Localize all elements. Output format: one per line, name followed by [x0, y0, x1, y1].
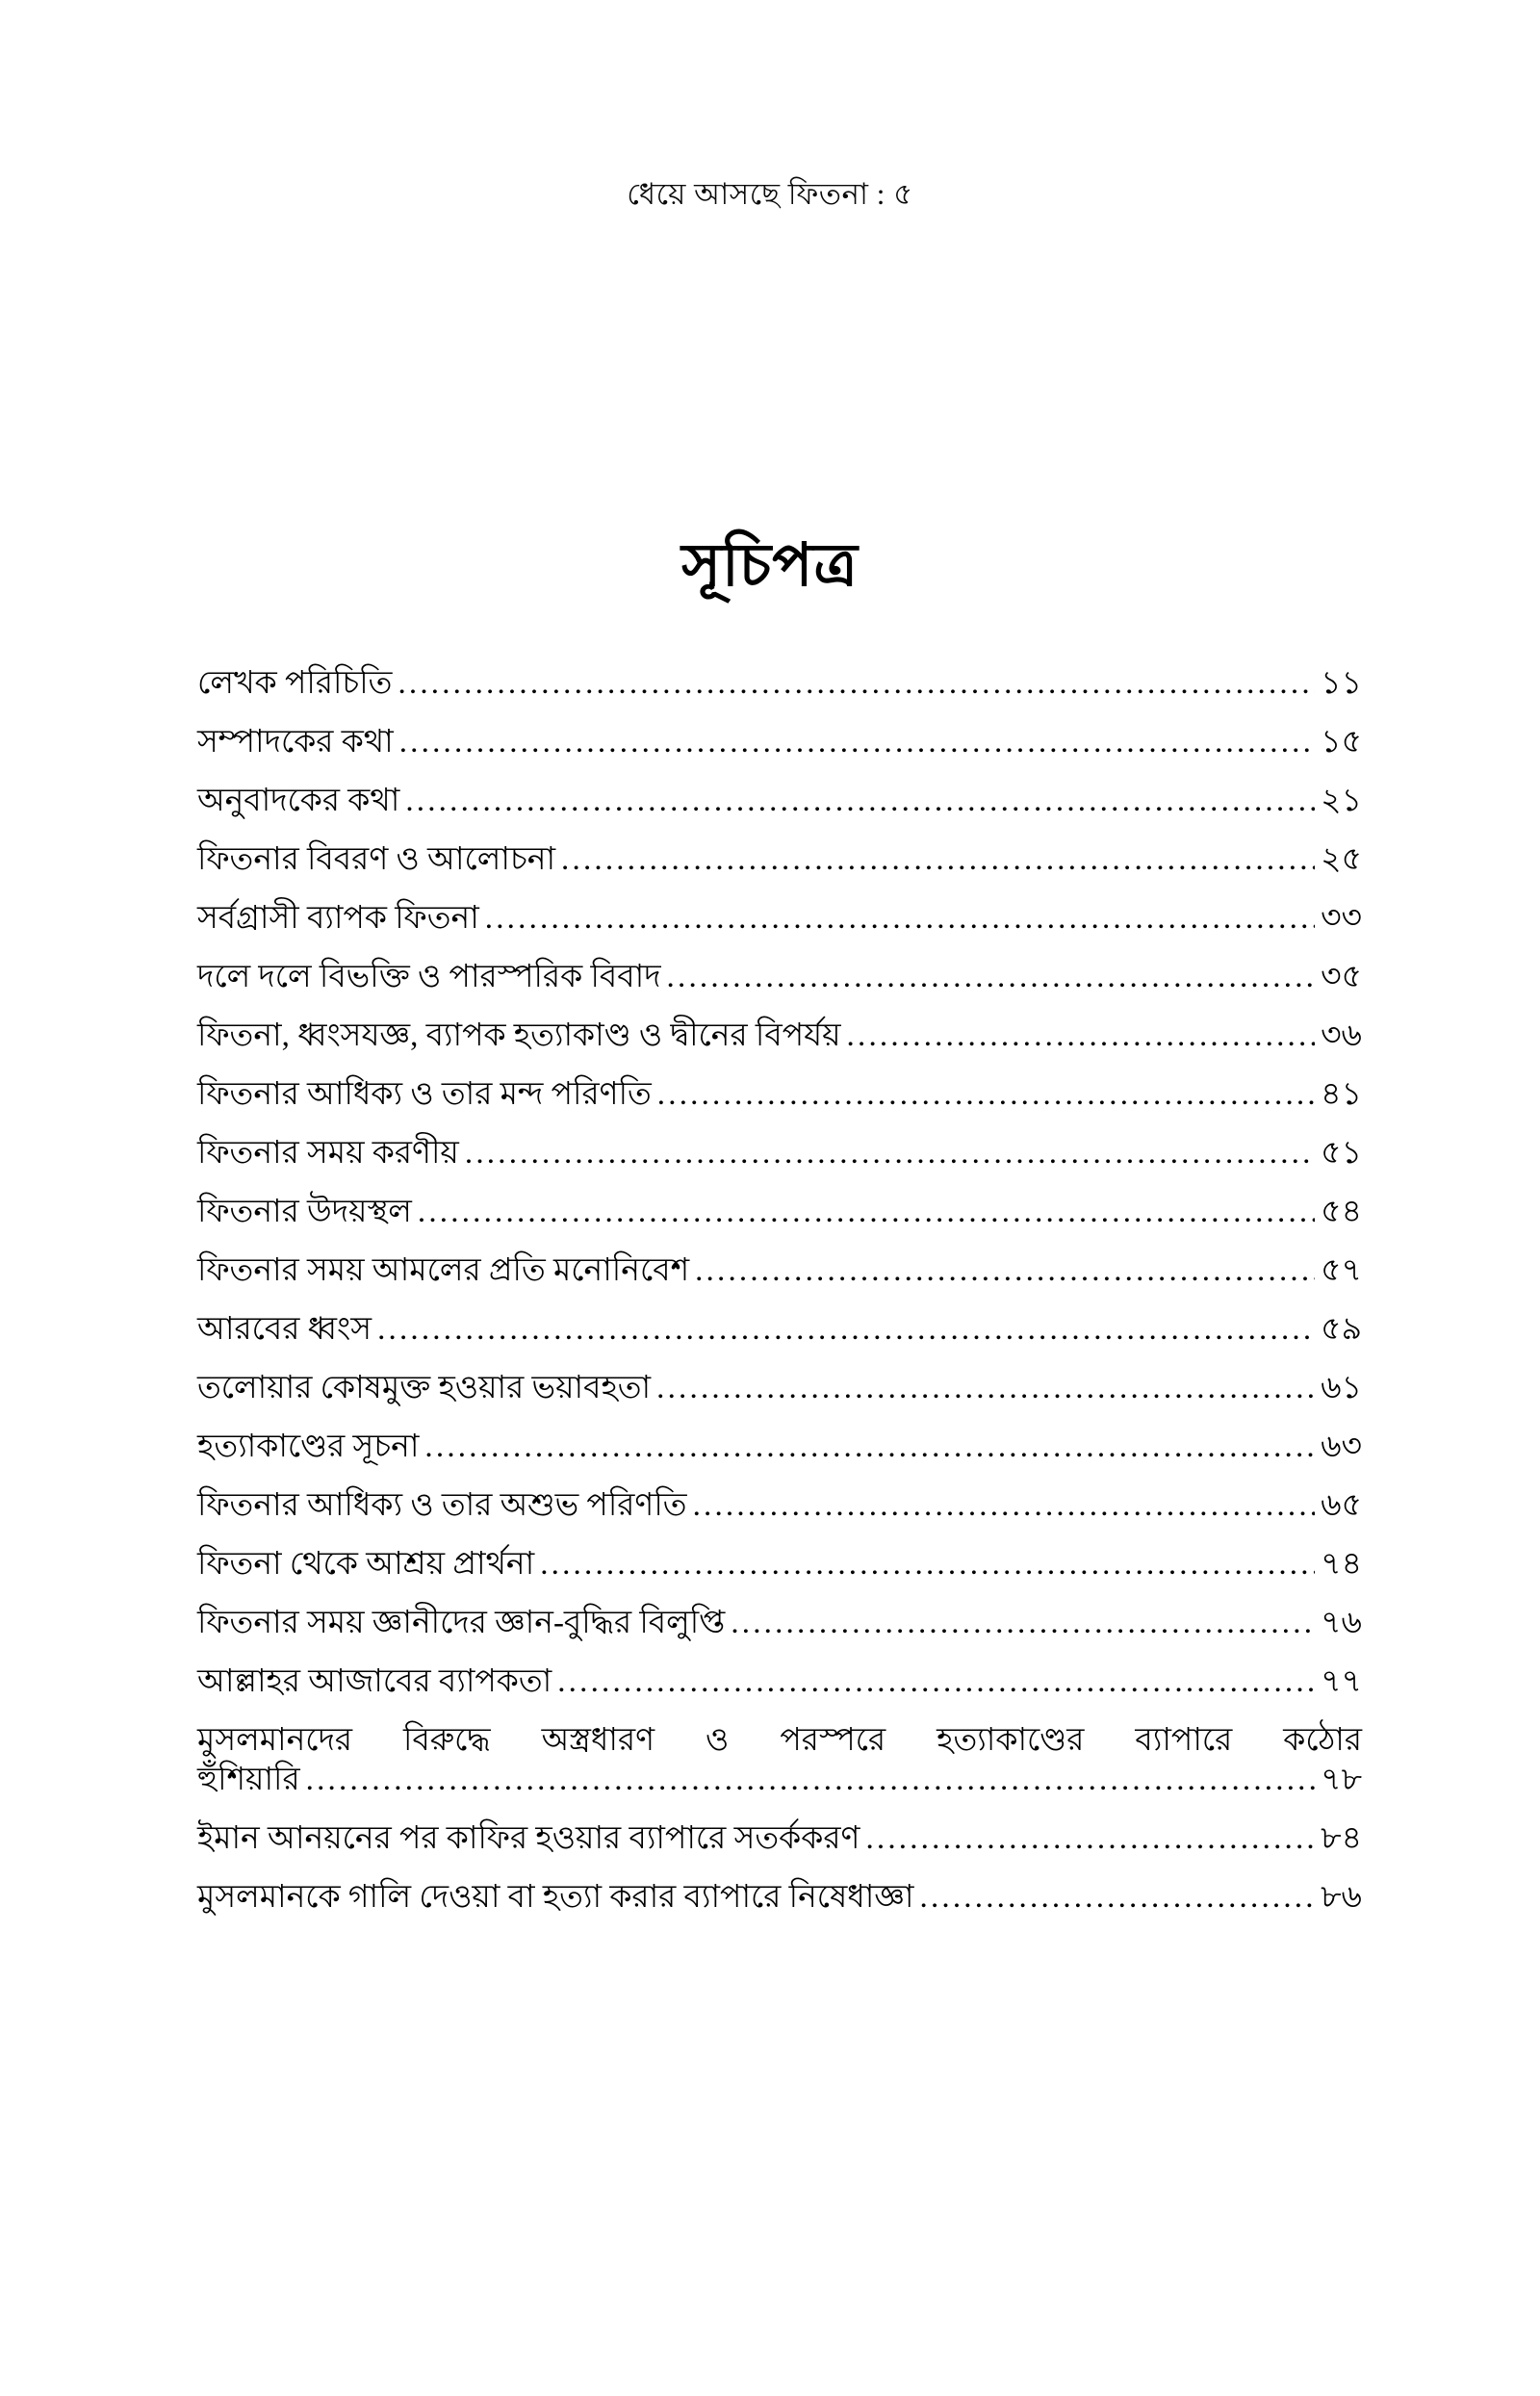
toc-entry-page-number: ৬৫ [1321, 1488, 1362, 1523]
dot-leader [540, 1549, 1315, 1581]
toc-entry[interactable] [197, 723, 1362, 762]
toc-entry-label: ফিতনা, ধ্বংসযজ্ঞ, ব্যাপক হত্যাকাণ্ড ও দ্বীনের বিপর্যয় [197, 1018, 841, 1053]
toc-entry[interactable] [197, 1604, 1362, 1643]
toc-entry[interactable] [197, 1486, 1362, 1526]
dot-leader [398, 668, 1315, 700]
dot-leader [695, 1255, 1315, 1287]
dot-leader [920, 1882, 1316, 1914]
toc-entry-label: ফিতনার আধিক্য ও তার অশুভ পরিণতি [197, 1488, 687, 1523]
toc-entry[interactable] [197, 840, 1362, 880]
toc-entry-label: মুসলমানদের বিরুদ্ধে অস্ত্রধারণ ও পরস্পরে হত্যাকাণ্ডের ব্যাপারে কঠোর [197, 1723, 1362, 1758]
dot-leader [465, 1138, 1315, 1170]
dot-leader [418, 1197, 1315, 1228]
toc-entry[interactable] [197, 1721, 1362, 1800]
dot-leader [865, 1823, 1315, 1855]
toc-entry[interactable] [197, 1428, 1362, 1467]
toc-entry-page-number: ৩৩ [1321, 901, 1362, 936]
toc-entry-label: ফিতনার সময় করণীয় [197, 1136, 459, 1171]
toc-entry[interactable] [197, 1310, 1362, 1350]
toc-entry-label: আরবের ধ্বংস [197, 1312, 372, 1347]
dot-leader [306, 1765, 1315, 1796]
dot-leader [377, 1314, 1315, 1346]
page-title: সূচিপত্র [681, 532, 859, 599]
toc-entry[interactable] [197, 1134, 1362, 1173]
dot-leader [399, 727, 1315, 759]
toc-entry-page-number: ১৫ [1321, 725, 1362, 760]
dot-leader [847, 1020, 1316, 1052]
toc-entry-page-number: ৪১ [1321, 1077, 1362, 1112]
toc-entry-page-number: ৭৮ [1321, 1763, 1362, 1797]
toc-entry-label: ফিতনার সময় জ্ঞানীদের জ্ঞান-বুদ্ধির বিলুপ্তি [197, 1606, 726, 1640]
toc-entry-label: ফিতনার সময় আমলের প্রতি মনোনিবেশ [197, 1253, 690, 1288]
toc-entry-page-number: ৫৭ [1321, 1253, 1362, 1288]
toc-entry-label: সম্পাদকের কথা [197, 725, 394, 760]
dot-leader [657, 1079, 1315, 1111]
toc-entry-page-number: ৩৬ [1321, 1018, 1362, 1053]
running-head: ধেয়ে আসছে ফিতনা : ৫ [627, 177, 913, 211]
toc-entry-page-number: ৮৬ [1321, 1880, 1362, 1915]
toc-entry[interactable] [197, 1819, 1362, 1859]
toc-entry-page-number: ১১ [1321, 666, 1362, 701]
dot-leader [424, 1431, 1315, 1463]
toc-entry-label: তলোয়ার কোষমুক্ত হওয়ার ভয়াবহতা [197, 1371, 652, 1405]
toc-list [197, 664, 1362, 1937]
toc-entry-label: ফিতনার বিবরণ ও আলোচনা [197, 842, 556, 877]
dot-leader [731, 1608, 1315, 1639]
dot-leader [485, 903, 1315, 935]
dot-leader [561, 844, 1315, 876]
toc-entry[interactable] [197, 1193, 1362, 1232]
toc-entry-page-number: ৩৫ [1321, 960, 1362, 994]
toc-entry-label: লেখক পরিচিতি [197, 666, 393, 701]
toc-entry-label: দলে দলে বিভক্তি ও পারস্পরিক বিবাদ [197, 960, 661, 994]
toc-entry[interactable] [197, 664, 1362, 704]
toc-entry[interactable] [197, 782, 1362, 821]
toc-entry-label: ফিতনা থেকে আশ্রয় প্রার্থনা [197, 1547, 535, 1582]
toc-entry-page-number: ২৫ [1321, 842, 1362, 877]
dot-leader [656, 1373, 1315, 1404]
toc-entry-label: ইমান আনয়নের পর কাফির হওয়ার ব্যাপারে সতর্ককরণ [197, 1821, 860, 1856]
toc-entry[interactable] [197, 1662, 1362, 1702]
toc-entry-page-number: ৭৭ [1321, 1664, 1362, 1699]
toc-entry-label: আল্লাহর আজাবের ব্যাপকতা [197, 1664, 552, 1699]
toc-entry[interactable] [197, 899, 1362, 939]
toc-entry-page-number: ৮৪ [1321, 1821, 1362, 1856]
toc-entry[interactable] [197, 1251, 1362, 1291]
toc-entry-label: মুসলমানকে গালি দেওয়া বা হত্যা করার ব্যাপারে নিষেধাজ্ঞা [197, 1880, 914, 1915]
toc-entry-page-number: ৫১ [1321, 1136, 1362, 1171]
dot-leader [693, 1490, 1316, 1522]
toc-entry[interactable] [197, 958, 1362, 997]
dot-leader [405, 786, 1315, 817]
toc-entry-label: অনুবাদকের কথা [197, 784, 400, 818]
toc-entry[interactable] [197, 1369, 1362, 1408]
toc-entry-page-number: ২১ [1321, 784, 1362, 818]
toc-entry-page-number: ৬৩ [1321, 1430, 1362, 1464]
toc-entry[interactable] [197, 1545, 1362, 1584]
toc-entry-page-number: ৭৪ [1321, 1547, 1362, 1582]
toc-entry-page-number: ৭৬ [1321, 1606, 1362, 1640]
toc-entry-label: ফিতনার আধিক্য ও তার মন্দ পরিণতি [197, 1077, 652, 1112]
dot-leader [557, 1666, 1315, 1698]
toc-entry[interactable] [197, 1878, 1362, 1918]
toc-entry-label: হত্যাকাণ্ডের সূচনা [197, 1430, 420, 1464]
toc-entry-page-number: ৫৯ [1321, 1312, 1362, 1347]
toc-entry-page-number: ৬১ [1321, 1371, 1362, 1405]
toc-entry[interactable] [197, 1075, 1362, 1115]
toc-entry[interactable] [197, 1017, 1362, 1056]
dot-leader [667, 962, 1316, 993]
toc-entry-label: ফিতনার উদয়স্থল [197, 1195, 412, 1229]
toc-entry-label: সর্বগ্রাসী ব্যাপক ফিতনা [197, 901, 479, 936]
toc-entry-page-number: ৫৪ [1321, 1195, 1362, 1229]
toc-entry-label-continued: হুঁশিয়ারি [197, 1763, 300, 1797]
